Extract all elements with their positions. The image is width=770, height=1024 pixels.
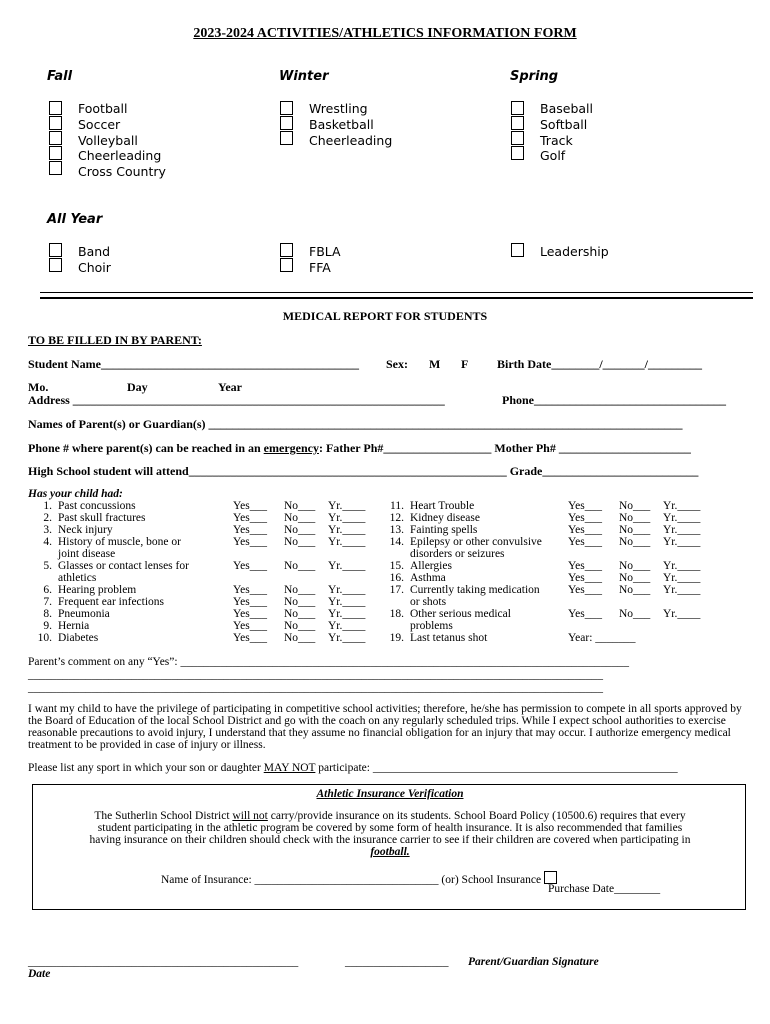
yr-field[interactable]: Yr.____	[328, 500, 366, 512]
item-number: 16.	[389, 572, 404, 584]
form-title: 2023-2024 ACTIVITIES/ATHLETICS INFORMATION FORM	[193, 26, 577, 41]
yr-field[interactable]: Yr.____	[663, 524, 701, 536]
item-label: History of muscle, bone or	[58, 536, 181, 548]
may-not-emph: MAY NOT	[263, 762, 316, 774]
item-number: 18.	[389, 608, 404, 620]
yr-field[interactable]: Yr.____	[328, 620, 366, 632]
checkbox-cheerleading-winter[interactable]	[280, 131, 293, 145]
allyear-item: Choir	[78, 259, 111, 275]
history-row-continued	[380, 596, 750, 608]
history-row	[380, 536, 750, 548]
history-row	[28, 524, 398, 536]
yes-field[interactable]: Yes___	[233, 500, 267, 512]
allyear-item: FFA	[309, 259, 331, 275]
checkbox-fbla[interactable]	[280, 243, 293, 257]
yr-field[interactable]: Yr.____	[328, 560, 366, 572]
item-label: Glasses or contact lenses for	[58, 560, 189, 572]
history-row	[28, 584, 398, 596]
address-field[interactable]: Address ______________________________________________________________	[28, 393, 445, 407]
item-label-continued: or shots	[410, 596, 447, 608]
yr-field[interactable]: Yr.____	[663, 500, 701, 512]
checkbox-soccer[interactable]	[49, 116, 62, 130]
item-number: 10.	[37, 632, 52, 644]
history-row-continued	[28, 548, 398, 560]
insurance-heading: Athletic Insurance Verification	[316, 788, 464, 800]
item-number: 4.	[43, 536, 52, 548]
yr-field[interactable]: Yr.____	[663, 560, 701, 572]
yr-field[interactable]: Yr.____	[663, 608, 701, 620]
yr-field[interactable]: Yr.____	[328, 596, 366, 608]
item-label: Hearing problem	[58, 584, 137, 596]
checkbox-band[interactable]	[49, 243, 62, 257]
spring-list	[540, 101, 593, 164]
no-field[interactable]: No___	[284, 512, 316, 524]
no-field[interactable]: No___	[284, 632, 316, 644]
item-label: Past concussions	[58, 500, 136, 512]
winter-item: Wrestling	[309, 101, 368, 116]
mo-label: Mo.	[28, 380, 49, 394]
insurance-football: football.	[370, 846, 410, 858]
insurance-name-text: Name of Insurance: ________________________________ (or) School Insurance	[161, 874, 542, 886]
history-right-column	[380, 500, 750, 644]
phone-field[interactable]: Phone________________________________	[502, 393, 727, 407]
insurance-name-field[interactable]	[161, 871, 557, 886]
no-field[interactable]: No___	[284, 620, 316, 632]
date-signature-line[interactable]: _______________________________________________	[28, 956, 299, 968]
insurance-paragraph	[33, 810, 747, 858]
no-field[interactable]: No___	[619, 512, 651, 524]
history-row	[380, 572, 750, 584]
checkbox-ffa[interactable]	[280, 258, 293, 272]
fall-item: Cross Country	[78, 164, 166, 180]
spring-item: Baseball	[540, 101, 593, 116]
checkbox-wrestling[interactable]	[280, 101, 293, 115]
winter-heading: Winter	[279, 69, 329, 84]
item-label: Fainting spells	[410, 524, 478, 536]
yes-field[interactable]: Yes___	[568, 512, 602, 524]
history-row	[28, 500, 398, 512]
item-number: 6.	[43, 584, 52, 596]
history-left-column	[28, 500, 398, 644]
yr-field[interactable]: Yr.____	[328, 512, 366, 524]
yr-field[interactable]: Yr.____	[328, 632, 366, 644]
no-field[interactable]: No___	[284, 608, 316, 620]
allyear-item: Leadership	[540, 244, 609, 259]
allyear-heading: All Year	[47, 212, 103, 227]
checkbox-cheerleading-fall[interactable]	[49, 146, 62, 160]
item-number: 1.	[43, 500, 52, 512]
birth-date-field[interactable]: Birth Date________/_______/_________	[497, 357, 702, 371]
yr-field[interactable]: Yr.____	[663, 512, 701, 524]
history-row	[28, 620, 398, 632]
divider-top	[40, 292, 753, 293]
may-not-pre: Please list any sport in which your son or daughter	[28, 762, 264, 774]
yes-field[interactable]: Yes___	[233, 632, 267, 644]
sex-label: Sex:	[386, 357, 408, 371]
spring-heading: Spring	[510, 69, 559, 84]
no-field[interactable]: No___	[284, 524, 316, 536]
fall-heading: Fall	[47, 69, 73, 84]
yes-field[interactable]: Yes___	[233, 608, 267, 620]
item-label: Frequent ear infections	[58, 596, 165, 608]
parent-signature-label: Parent/Guardian Signature	[468, 956, 599, 968]
item-label: Currently taking medication	[410, 584, 540, 596]
day-label: Day	[127, 380, 148, 394]
item-label: Neck injury	[58, 524, 113, 536]
yr-field[interactable]: Yr.____	[328, 584, 366, 596]
item-label: Other serious medical	[410, 608, 511, 620]
item-number: 17.	[389, 584, 404, 596]
allyear-list-1	[78, 244, 111, 276]
yes-field[interactable]: Yes___	[233, 512, 267, 524]
comment-line-1[interactable]: Parent’s comment on any “Yes”: ______________________________________________________________________________	[28, 656, 629, 668]
yes-field[interactable]: Yes___	[233, 524, 267, 536]
history-row-continued	[28, 572, 398, 584]
yes-field[interactable]: Yes___	[568, 572, 602, 584]
item-label: Asthma	[410, 572, 446, 584]
fall-list	[78, 101, 166, 180]
checkbox-choir[interactable]	[49, 258, 62, 272]
item-label: Heart Trouble	[410, 500, 475, 512]
item-number: 15.	[389, 560, 404, 572]
yes-field[interactable]: Yes___	[233, 620, 267, 632]
comment-line-2[interactable]: ____________________________________________________________________________________________________	[28, 669, 603, 681]
yes-field[interactable]: Yes___	[233, 536, 267, 548]
yes-field[interactable]: Yes___	[233, 560, 267, 572]
yes-field[interactable]: Yes___	[568, 560, 602, 572]
history-row-continued	[380, 548, 750, 560]
allyear-checkboxes-2	[280, 243, 294, 273]
allyear-list-3	[540, 244, 609, 260]
no-field[interactable]: No___	[284, 500, 316, 512]
spring-item: Softball	[540, 116, 588, 132]
no-field[interactable]: No___	[284, 536, 316, 548]
sex-f-option[interactable]: F	[461, 357, 469, 371]
history-row	[28, 512, 398, 524]
fall-item: Soccer	[78, 116, 121, 132]
no-field[interactable]: No___	[619, 536, 651, 548]
yr-field[interactable]: Yr.____	[663, 536, 701, 548]
item-label: Allergies	[410, 560, 452, 572]
history-row	[380, 524, 750, 536]
item-number: 2.	[43, 512, 52, 524]
item-label-continued: athletics	[58, 572, 97, 584]
parent-signature-line[interactable]: __________________	[345, 956, 449, 968]
item-label: Epilepsy or other convulsive	[410, 536, 542, 548]
emergency-word: emergency	[263, 441, 319, 455]
item-number: 13.	[389, 524, 404, 536]
spring-item: Golf	[540, 148, 566, 164]
item-number: 8.	[43, 608, 52, 620]
history-row	[28, 632, 398, 644]
sex-m-option[interactable]: M	[429, 357, 441, 371]
no-field[interactable]: No___	[619, 572, 651, 584]
item-label: Kidney disease	[410, 512, 480, 524]
yr-field[interactable]: Yr.____	[328, 524, 366, 536]
high-school-field[interactable]: High School student will attend_____________________________________________________ Grade__________________________	[28, 464, 699, 478]
item-label-continued: problems	[410, 620, 453, 632]
history-row	[380, 632, 750, 644]
no-field[interactable]: No___	[619, 584, 651, 596]
yes-field[interactable]: Yes___	[568, 608, 602, 620]
item-number: 5.	[43, 560, 52, 572]
may-not-field[interactable]	[28, 762, 678, 774]
purchase-date-field[interactable]: Purchase Date________	[548, 883, 661, 895]
no-field[interactable]: No___	[619, 608, 651, 620]
yr-field[interactable]: Yr.____	[663, 572, 701, 584]
emergency-phone-field[interactable]	[28, 441, 691, 456]
insurance-box	[32, 784, 746, 910]
no-field[interactable]: No___	[284, 560, 316, 572]
emergency-pre: Phone # where parent(s) can be reached in an	[28, 441, 264, 455]
yes-field[interactable]: Yes___	[568, 584, 602, 596]
history-row	[380, 512, 750, 524]
medical-heading: MEDICAL REPORT FOR STUDENTS	[282, 309, 488, 323]
date-label: Date	[28, 968, 51, 980]
no-field[interactable]: No___	[284, 584, 316, 596]
history-row	[380, 608, 750, 620]
history-row	[28, 608, 398, 620]
yes-field[interactable]: Yes___	[568, 536, 602, 548]
checkbox-basketball[interactable]	[280, 116, 293, 130]
item-number: 19.	[389, 632, 404, 644]
insurance-emph: will not	[232, 810, 268, 822]
year-label: Year	[218, 380, 242, 394]
checkbox-football[interactable]	[49, 101, 62, 115]
no-field[interactable]: No___	[619, 560, 651, 572]
insurance-pre: The Sutherlin School District	[94, 810, 233, 822]
yes-field[interactable]: Yes___	[568, 524, 602, 536]
item-number: 11.	[390, 500, 404, 512]
checkbox-leadership[interactable]	[511, 243, 524, 257]
allyear-list-2	[309, 244, 341, 276]
item-number: 14.	[389, 536, 404, 548]
fall-item: Cheerleading	[78, 148, 162, 164]
history-row	[28, 536, 398, 548]
checkbox-baseball[interactable]	[511, 101, 524, 115]
allyear-item: FBLA	[309, 244, 341, 259]
item-label: Past skull fractures	[58, 512, 146, 524]
winter-item: Basketball	[309, 116, 374, 132]
item-number: 3.	[43, 524, 52, 536]
item-label-continued: disorders or seizures	[410, 548, 505, 560]
item-number: 12.	[389, 512, 404, 524]
allyear-item: Band	[78, 244, 111, 259]
history-row-continued	[380, 620, 750, 632]
may-not-post: participate: _____________________________________________________	[315, 762, 678, 774]
item-label: Pneumonia	[58, 608, 110, 620]
fall-item: Volleyball	[78, 132, 138, 148]
item-label: Hernia	[58, 620, 90, 632]
tetanus-year-field[interactable]: Year: _______	[568, 632, 636, 644]
item-label: Diabetes	[58, 632, 99, 644]
student-name-field[interactable]: Student Name___________________________________________	[28, 357, 360, 371]
item-number: 7.	[43, 596, 52, 608]
spring-checkboxes	[511, 101, 525, 161]
no-field[interactable]: No___	[284, 596, 316, 608]
history-row	[380, 500, 750, 512]
checkbox-golf[interactable]	[511, 146, 524, 160]
allyear-checkboxes-3	[511, 243, 525, 258]
history-row	[28, 596, 398, 608]
no-field[interactable]: No___	[619, 524, 651, 536]
emergency-post: : Father Ph#__________________ Mother Ph# ______________________	[318, 441, 691, 455]
yr-field[interactable]: Yr.____	[663, 584, 701, 596]
yr-field[interactable]: Yr.____	[328, 608, 366, 620]
yes-field[interactable]: Yes___	[568, 500, 602, 512]
insurance-mid: carry/provide insurance on its students. School Board Policy (10500.6) requires that every student participating in the athletic program be covered by some form of health insurance. It is also recommended that families having insurance on their children should check with the insurance carrier to see if their children are covered when participating in	[89, 810, 691, 846]
parents-field[interactable]: Names of Parent(s) or Guardian(s) _______________________________________________________________________________	[28, 417, 683, 431]
history-row	[380, 560, 750, 572]
checkbox-track[interactable]	[511, 131, 524, 145]
winter-list	[309, 101, 392, 148]
history-row	[28, 560, 398, 572]
fall-checkboxes	[49, 101, 63, 176]
winter-checkboxes	[280, 101, 294, 146]
history-row	[380, 584, 750, 596]
parent-heading: TO BE FILLED IN BY PARENT:	[28, 333, 202, 347]
fall-item: Football	[78, 101, 128, 116]
no-field[interactable]: No___	[619, 500, 651, 512]
checkbox-cross-country[interactable]	[49, 161, 62, 175]
winter-item: Cheerleading	[309, 132, 393, 148]
spring-item: Track	[540, 132, 573, 148]
item-label: Last tetanus shot	[410, 632, 488, 644]
item-label-continued: joint disease	[58, 548, 116, 560]
item-number: 9.	[43, 620, 52, 632]
checkbox-volleyball[interactable]	[49, 131, 62, 145]
comment-line-3[interactable]: ____________________________________________________________________________________________________	[28, 682, 603, 694]
yes-field[interactable]: Yes___	[233, 596, 267, 608]
allyear-checkboxes-1	[49, 243, 63, 273]
yes-field[interactable]: Yes___	[233, 584, 267, 596]
divider-bottom	[40, 297, 753, 299]
checkbox-softball[interactable]	[511, 116, 524, 130]
history-heading: Has your child had:	[28, 488, 123, 500]
permission-paragraph: I want my child to have the privilege of participating in competitive school activities; therefore, he/she has permission to compete in all sports approved by the Board of Education of the local School District and go with the coach on any regularly scheduled trips. While I expect school authorities to exercise reasonable precautions to avoid injury, I understand that they assume no financial obligation for an injury that may occur. I authorize emergency medical treatment to be provided in case of injury or illness.	[28, 703, 742, 751]
yr-field[interactable]: Yr.____	[328, 536, 366, 548]
